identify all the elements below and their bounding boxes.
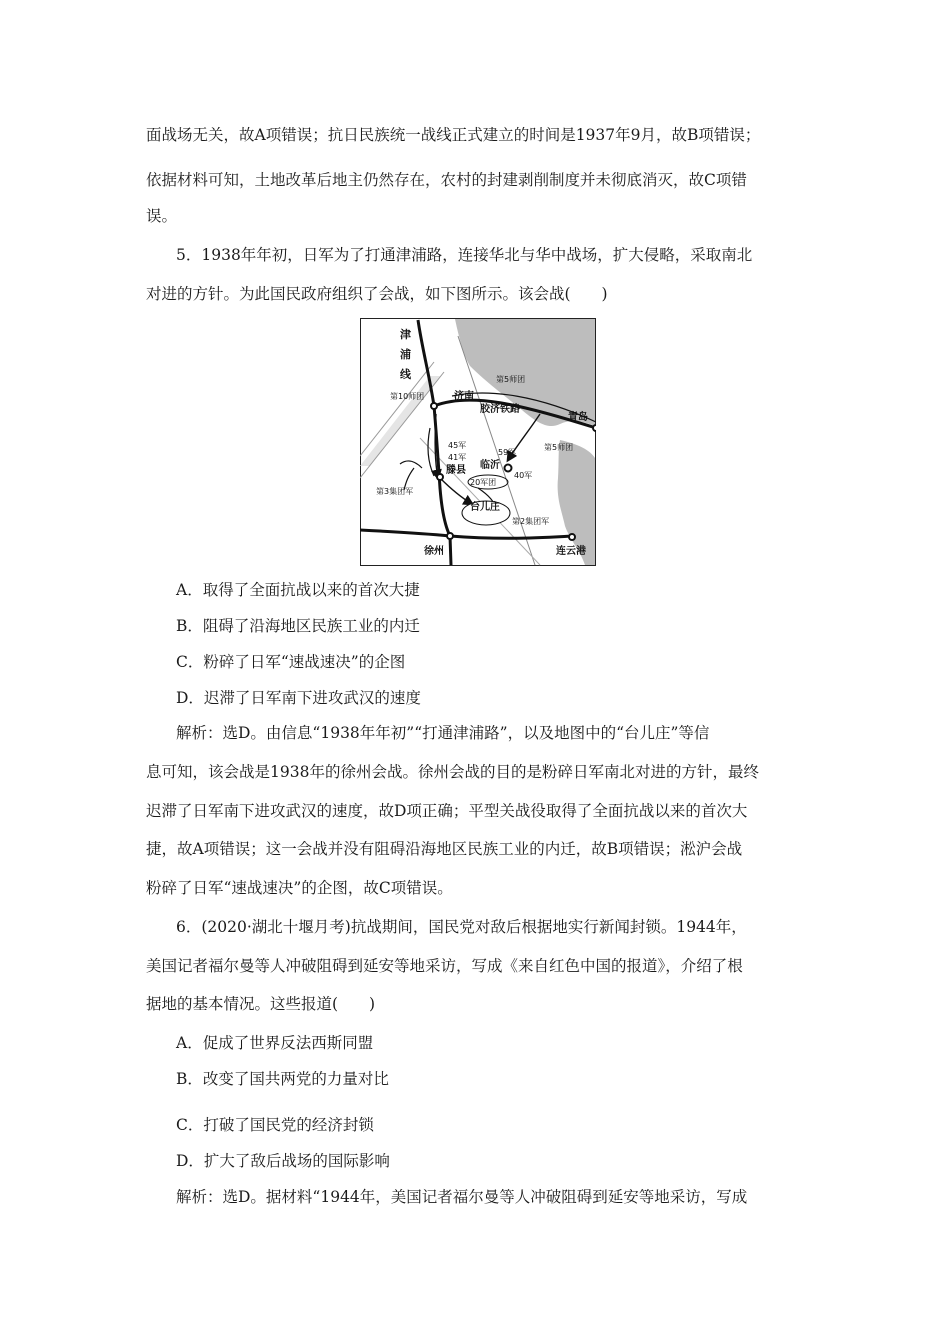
map-label-xuzhou: 徐州 <box>424 546 444 557</box>
answer-5: 迟滞了日军南下进攻武汉的速度，故D项正确；平型关战役取得了全面抗战以来的首次大 <box>146 802 748 820</box>
map-label-taierzhuang: 台儿庄 <box>470 502 500 513</box>
answer-5: 捷，故A项错误；这一会战并没有阻碍沿海地区民族工业的内迁，故B项错误；淞沪会战 <box>146 840 743 858</box>
map-label-div5-top: 第5师团 <box>496 375 526 384</box>
option-c: C．打破了国民党的经济封锁 <box>176 1116 374 1134</box>
map-label-qingdao: 青岛 <box>568 412 588 423</box>
map-label-div10: 第10师团 <box>390 392 425 401</box>
option-d: D．迟滞了日军南下进攻武汉的速度 <box>176 689 421 707</box>
answer-5: 息可知，该会战是1938年的徐州会战。徐州会战的目的是粉碎日军南北对进的方针，最终 <box>146 763 759 781</box>
text-line: 误。 <box>146 207 178 225</box>
map-label-linyi: 临沂 <box>480 460 500 471</box>
option-c: C．粉碎了日军“速战速决”的企图 <box>176 653 406 671</box>
map-label-div20: 20军团 <box>470 478 497 487</box>
option-b: B．改变了国共两党的力量对比 <box>176 1070 389 1088</box>
question-6-stem: 据地的基本情况。这些报道( ) <box>146 995 376 1013</box>
question-6-stem: 美国记者福尔曼等人冲破阻碍到延安等地采访，写成《来自红色中国的报道》，介绍了根 <box>146 957 743 975</box>
option-d: D．扩大了敌后战场的国际影响 <box>176 1152 390 1170</box>
answer-5: 解析：选D。由信息“1938年年初”“打通津浦路”，以及地图中的“台儿庄”等信 <box>176 724 710 742</box>
map-label-army40: 40军 <box>514 471 533 480</box>
map-label-lianyungang: 连云港 <box>556 546 586 557</box>
xuzhou-battle-map <box>360 318 596 566</box>
answer-5: 粉碎了日军“速战速决”的企图，故C项错误。 <box>146 879 453 897</box>
map-label-jinan: 济南 <box>454 391 474 402</box>
map-label-tengxian: 滕县 <box>446 465 466 476</box>
map-label-army45: 45军 <box>448 441 467 450</box>
option-a: A．促成了世界反法西斯同盟 <box>176 1034 374 1052</box>
map-label-jiaoji: 胶济铁路 <box>480 404 520 415</box>
option-b: B．阻碍了沿海地区民族工业的内迁 <box>176 617 420 635</box>
map-label-div5-right: 第5师团 <box>544 443 574 452</box>
map-label-group2: 第2集团军 <box>512 517 550 526</box>
question-6-stem: 6．(2020·湖北十堰月考)抗战期间，国民党对敌后根据地实行新闻封锁。1944年， <box>176 918 747 936</box>
text-line: 依据材料可知，土地改革后地主仍然存在，农村的封建剥削制度并未彻底消灭，故C项错 <box>146 171 747 189</box>
map-label-jinpu-3: 线 <box>400 368 411 381</box>
text-line: 面战场无关，故A项错误；抗日民族统一战线正式建立的时间是1937年9月，故B项错误； <box>146 126 761 144</box>
option-a: A．取得了全面抗战以来的首次大捷 <box>176 581 420 599</box>
map-label-army41: 41军 <box>448 453 467 462</box>
map-label-army59: 59军 <box>498 448 517 457</box>
map-label-jinpu-2: 浦 <box>400 348 411 361</box>
question-5-stem: 对进的方针。为此国民政府组织了会战，如下图所示。该会战( ) <box>146 285 608 303</box>
question-5-stem: 5．1938年年初，日军为了打通津浦路，连接华北与华中战场，扩大侵略，采取南北 <box>176 246 753 264</box>
map-label-group3: 第3集团军 <box>376 487 414 496</box>
map-label-jinpu-1: 津 <box>400 328 411 341</box>
answer-6: 解析：选D。据材料“1944年，美国记者福尔曼等人冲破阻碍到延安等地采访，写成 <box>176 1188 748 1206</box>
